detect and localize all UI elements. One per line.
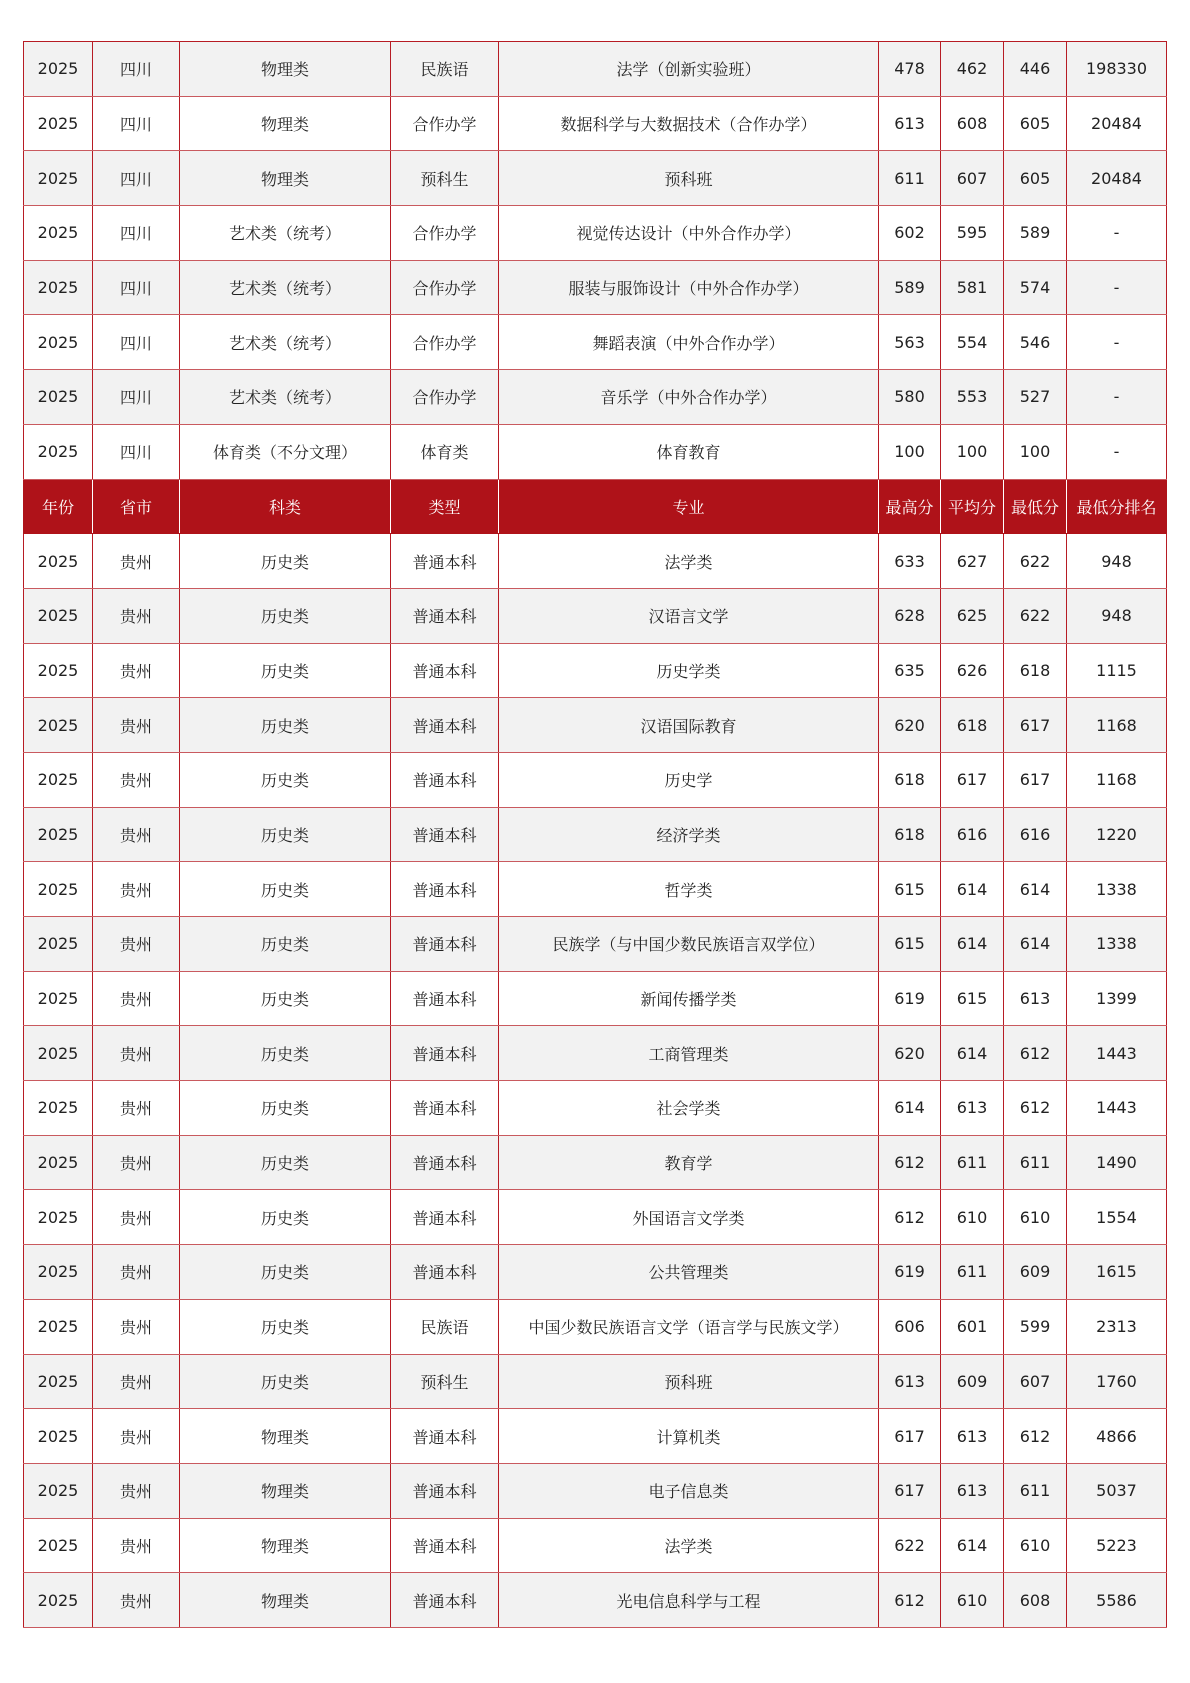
cell-admission-type: 普通本科 [391, 534, 499, 589]
cell-major: 民族学（与中国少数民族语言双学位） [499, 917, 879, 972]
cell-year: 2025 [24, 1518, 93, 1573]
cell-avg-score: 581 [941, 260, 1004, 315]
cell-year: 2025 [24, 1081, 93, 1136]
cell-max-score: 611 [879, 151, 941, 206]
cell-min-rank: 1115 [1067, 643, 1167, 698]
cell-min-score: 617 [1004, 698, 1067, 753]
cell-max-score: 614 [879, 1081, 941, 1136]
cell-major: 音乐学（中外合作办学） [499, 370, 879, 425]
cell-year: 2025 [24, 1573, 93, 1628]
cell-min-rank: 5037 [1067, 1463, 1167, 1518]
cell-major: 预科班 [499, 1354, 879, 1409]
cell-min-rank: - [1067, 206, 1167, 261]
cell-admission-type: 普通本科 [391, 1081, 499, 1136]
cell-max-score: 100 [879, 424, 941, 479]
header-admission-type: 类型 [391, 479, 499, 534]
cell-subject-category: 历史类 [180, 1299, 391, 1354]
cell-min-score: 609 [1004, 1245, 1067, 1300]
cell-admission-type: 预科生 [391, 1354, 499, 1409]
cell-major: 预科班 [499, 151, 879, 206]
table-row [24, 1026, 1167, 1081]
cell-province: 贵州 [93, 1409, 180, 1464]
cell-max-score: 617 [879, 1463, 941, 1518]
cell-avg-score: 613 [941, 1409, 1004, 1464]
cell-max-score: 619 [879, 971, 941, 1026]
cell-subject-category: 历史类 [180, 1354, 391, 1409]
cell-min-score: 610 [1004, 1518, 1067, 1573]
cell-province: 四川 [93, 260, 180, 315]
table-row [24, 206, 1167, 261]
cell-year: 2025 [24, 917, 93, 972]
cell-min-rank: 5586 [1067, 1573, 1167, 1628]
cell-min-rank: - [1067, 315, 1167, 370]
cell-admission-type: 合作办学 [391, 96, 499, 151]
cell-max-score: 618 [879, 807, 941, 862]
cell-min-rank: 20484 [1067, 96, 1167, 151]
cell-province: 四川 [93, 96, 180, 151]
cell-year: 2025 [24, 1245, 93, 1300]
cell-subject-category: 历史类 [180, 643, 391, 698]
header-major: 专业 [499, 479, 879, 534]
cell-year: 2025 [24, 370, 93, 425]
cell-max-score: 619 [879, 1245, 941, 1300]
cell-avg-score: 613 [941, 1081, 1004, 1136]
cell-subject-category: 物理类 [180, 1463, 391, 1518]
cell-avg-score: 607 [941, 151, 1004, 206]
table-row [24, 1409, 1167, 1464]
cell-admission-type: 普通本科 [391, 807, 499, 862]
cell-min-rank: 1168 [1067, 752, 1167, 807]
cell-min-score: 605 [1004, 151, 1067, 206]
cell-year: 2025 [24, 315, 93, 370]
cell-max-score: 580 [879, 370, 941, 425]
admission-scores-table [23, 41, 1167, 1628]
cell-major: 新闻传播学类 [499, 971, 879, 1026]
cell-admission-type: 体育类 [391, 424, 499, 479]
cell-min-score: 611 [1004, 1463, 1067, 1518]
cell-avg-score: 554 [941, 315, 1004, 370]
cell-min-rank: 1399 [1067, 971, 1167, 1026]
cell-year: 2025 [24, 42, 93, 97]
table-row [24, 862, 1167, 917]
table-row [24, 370, 1167, 425]
cell-min-rank: 1338 [1067, 917, 1167, 972]
cell-max-score: 617 [879, 1409, 941, 1464]
table-row [24, 1354, 1167, 1409]
cell-min-rank: 2313 [1067, 1299, 1167, 1354]
cell-year: 2025 [24, 1190, 93, 1245]
cell-year: 2025 [24, 807, 93, 862]
cell-subject-category: 历史类 [180, 588, 391, 643]
cell-max-score: 612 [879, 1190, 941, 1245]
cell-major: 公共管理类 [499, 1245, 879, 1300]
cell-min-rank: 198330 [1067, 42, 1167, 97]
cell-province: 贵州 [93, 1081, 180, 1136]
cell-admission-type: 普通本科 [391, 1573, 499, 1628]
cell-min-rank: 948 [1067, 588, 1167, 643]
cell-province: 贵州 [93, 862, 180, 917]
cell-province: 贵州 [93, 971, 180, 1026]
cell-min-score: 605 [1004, 96, 1067, 151]
cell-major: 教育学 [499, 1135, 879, 1190]
cell-admission-type: 普通本科 [391, 1409, 499, 1464]
cell-avg-score: 616 [941, 807, 1004, 862]
cell-major: 体育教育 [499, 424, 879, 479]
cell-min-rank: 1615 [1067, 1245, 1167, 1300]
cell-min-rank: 1554 [1067, 1190, 1167, 1245]
cell-year: 2025 [24, 1463, 93, 1518]
cell-province: 四川 [93, 42, 180, 97]
cell-avg-score: 610 [941, 1190, 1004, 1245]
cell-min-rank: 1760 [1067, 1354, 1167, 1409]
cell-province: 贵州 [93, 698, 180, 753]
cell-admission-type: 普通本科 [391, 643, 499, 698]
cell-subject-category: 历史类 [180, 698, 391, 753]
cell-province: 贵州 [93, 917, 180, 972]
cell-admission-type: 合作办学 [391, 315, 499, 370]
cell-min-score: 610 [1004, 1190, 1067, 1245]
cell-max-score: 618 [879, 752, 941, 807]
cell-min-rank: 1220 [1067, 807, 1167, 862]
cell-year: 2025 [24, 260, 93, 315]
cell-max-score: 613 [879, 1354, 941, 1409]
cell-major: 历史学类 [499, 643, 879, 698]
cell-min-rank: 948 [1067, 534, 1167, 589]
cell-province: 贵州 [93, 807, 180, 862]
cell-min-score: 612 [1004, 1081, 1067, 1136]
cell-subject-category: 历史类 [180, 1245, 391, 1300]
table-row [24, 1573, 1167, 1628]
cell-year: 2025 [24, 643, 93, 698]
cell-avg-score: 601 [941, 1299, 1004, 1354]
table-body [24, 42, 1167, 1628]
cell-subject-category: 历史类 [180, 1190, 391, 1245]
cell-avg-score: 614 [941, 1026, 1004, 1081]
cell-major: 法学类 [499, 534, 879, 589]
cell-year: 2025 [24, 424, 93, 479]
cell-avg-score: 100 [941, 424, 1004, 479]
cell-year: 2025 [24, 1026, 93, 1081]
cell-subject-category: 艺术类（统考） [180, 370, 391, 425]
table-row [24, 588, 1167, 643]
cell-subject-category: 历史类 [180, 807, 391, 862]
cell-min-score: 446 [1004, 42, 1067, 97]
cell-province: 四川 [93, 424, 180, 479]
cell-min-score: 614 [1004, 862, 1067, 917]
cell-admission-type: 民族语 [391, 42, 499, 97]
table-row [24, 1081, 1167, 1136]
cell-major: 工商管理类 [499, 1026, 879, 1081]
cell-min-score: 613 [1004, 971, 1067, 1026]
cell-min-rank: 1168 [1067, 698, 1167, 753]
cell-year: 2025 [24, 534, 93, 589]
cell-province: 贵州 [93, 1245, 180, 1300]
cell-max-score: 563 [879, 315, 941, 370]
cell-max-score: 633 [879, 534, 941, 589]
cell-subject-category: 物理类 [180, 151, 391, 206]
cell-avg-score: 613 [941, 1463, 1004, 1518]
cell-province: 贵州 [93, 1026, 180, 1081]
cell-major: 视觉传达设计（中外合作办学） [499, 206, 879, 261]
cell-avg-score: 611 [941, 1245, 1004, 1300]
cell-admission-type: 普通本科 [391, 1135, 499, 1190]
table-row [24, 643, 1167, 698]
cell-major: 汉语言文学 [499, 588, 879, 643]
cell-year: 2025 [24, 1299, 93, 1354]
cell-max-score: 635 [879, 643, 941, 698]
cell-year: 2025 [24, 971, 93, 1026]
table-row [24, 534, 1167, 589]
table-row [24, 96, 1167, 151]
cell-major: 法学（创新实验班） [499, 42, 879, 97]
table-row [24, 1463, 1167, 1518]
cell-subject-category: 历史类 [180, 752, 391, 807]
table-row [24, 698, 1167, 753]
cell-min-rank: 1443 [1067, 1026, 1167, 1081]
cell-avg-score: 614 [941, 917, 1004, 972]
cell-max-score: 612 [879, 1135, 941, 1190]
cell-province: 四川 [93, 151, 180, 206]
cell-min-score: 574 [1004, 260, 1067, 315]
cell-province: 贵州 [93, 1299, 180, 1354]
header-min-score: 最低分 [1004, 479, 1067, 534]
header-province: 省市 [93, 479, 180, 534]
cell-admission-type: 普通本科 [391, 1518, 499, 1573]
cell-major: 数据科学与大数据技术（合作办学） [499, 96, 879, 151]
cell-avg-score: 615 [941, 971, 1004, 1026]
cell-avg-score: 608 [941, 96, 1004, 151]
cell-province: 贵州 [93, 1190, 180, 1245]
cell-admission-type: 普通本科 [391, 1026, 499, 1081]
cell-admission-type: 普通本科 [391, 1245, 499, 1300]
cell-major: 计算机类 [499, 1409, 879, 1464]
cell-province: 四川 [93, 370, 180, 425]
table-row [24, 42, 1167, 97]
cell-subject-category: 艺术类（统考） [180, 206, 391, 261]
cell-subject-category: 体育类（不分文理） [180, 424, 391, 479]
cell-province: 贵州 [93, 643, 180, 698]
cell-min-rank: 20484 [1067, 151, 1167, 206]
cell-admission-type: 普通本科 [391, 752, 499, 807]
cell-max-score: 620 [879, 698, 941, 753]
cell-min-rank: - [1067, 260, 1167, 315]
cell-province: 贵州 [93, 1518, 180, 1573]
cell-min-rank: 5223 [1067, 1518, 1167, 1573]
cell-avg-score: 462 [941, 42, 1004, 97]
cell-avg-score: 595 [941, 206, 1004, 261]
cell-min-score: 622 [1004, 588, 1067, 643]
cell-major: 外国语言文学类 [499, 1190, 879, 1245]
cell-subject-category: 历史类 [180, 917, 391, 972]
cell-province: 贵州 [93, 1135, 180, 1190]
cell-major: 舞蹈表演（中外合作办学） [499, 315, 879, 370]
table-row [24, 424, 1167, 479]
cell-subject-category: 历史类 [180, 971, 391, 1026]
cell-min-rank: - [1067, 370, 1167, 425]
cell-min-score: 589 [1004, 206, 1067, 261]
cell-min-rank: 1338 [1067, 862, 1167, 917]
table-header-row [24, 479, 1167, 534]
cell-max-score: 622 [879, 1518, 941, 1573]
cell-avg-score: 614 [941, 862, 1004, 917]
cell-province: 贵州 [93, 588, 180, 643]
cell-min-score: 614 [1004, 917, 1067, 972]
table-row [24, 151, 1167, 206]
cell-major: 汉语国际教育 [499, 698, 879, 753]
cell-subject-category: 物理类 [180, 1573, 391, 1628]
cell-subject-category: 历史类 [180, 1026, 391, 1081]
cell-avg-score: 609 [941, 1354, 1004, 1409]
table-row [24, 260, 1167, 315]
cell-max-score: 613 [879, 96, 941, 151]
cell-year: 2025 [24, 206, 93, 261]
cell-min-rank: 1443 [1067, 1081, 1167, 1136]
cell-year: 2025 [24, 151, 93, 206]
cell-major: 历史学 [499, 752, 879, 807]
cell-min-score: 617 [1004, 752, 1067, 807]
cell-subject-category: 历史类 [180, 862, 391, 917]
cell-major: 经济学类 [499, 807, 879, 862]
cell-major: 社会学类 [499, 1081, 879, 1136]
table-row [24, 917, 1167, 972]
cell-major: 法学类 [499, 1518, 879, 1573]
cell-province: 贵州 [93, 1573, 180, 1628]
cell-min-score: 527 [1004, 370, 1067, 425]
table-row [24, 1299, 1167, 1354]
cell-major: 哲学类 [499, 862, 879, 917]
header-max-score: 最高分 [879, 479, 941, 534]
cell-admission-type: 普通本科 [391, 1463, 499, 1518]
table-row [24, 752, 1167, 807]
cell-admission-type: 普通本科 [391, 862, 499, 917]
cell-year: 2025 [24, 1354, 93, 1409]
cell-avg-score: 618 [941, 698, 1004, 753]
cell-province: 四川 [93, 206, 180, 261]
cell-province: 贵州 [93, 534, 180, 589]
cell-subject-category: 艺术类（统考） [180, 315, 391, 370]
cell-max-score: 606 [879, 1299, 941, 1354]
cell-subject-category: 历史类 [180, 1135, 391, 1190]
cell-subject-category: 历史类 [180, 534, 391, 589]
cell-subject-category: 物理类 [180, 1518, 391, 1573]
cell-subject-category: 物理类 [180, 96, 391, 151]
cell-year: 2025 [24, 588, 93, 643]
header-min-rank: 最低分排名 [1067, 479, 1167, 534]
cell-avg-score: 626 [941, 643, 1004, 698]
cell-avg-score: 627 [941, 534, 1004, 589]
cell-avg-score: 610 [941, 1573, 1004, 1628]
cell-min-rank: 4866 [1067, 1409, 1167, 1464]
cell-max-score: 615 [879, 862, 941, 917]
cell-major: 中国少数民族语言文学（语言学与民族文学） [499, 1299, 879, 1354]
cell-avg-score: 611 [941, 1135, 1004, 1190]
cell-max-score: 615 [879, 917, 941, 972]
cell-avg-score: 625 [941, 588, 1004, 643]
cell-min-score: 622 [1004, 534, 1067, 589]
cell-max-score: 612 [879, 1573, 941, 1628]
cell-province: 贵州 [93, 1354, 180, 1409]
cell-min-score: 612 [1004, 1409, 1067, 1464]
cell-max-score: 589 [879, 260, 941, 315]
cell-avg-score: 553 [941, 370, 1004, 425]
cell-avg-score: 617 [941, 752, 1004, 807]
table-row [24, 1245, 1167, 1300]
header-subject-category: 科类 [180, 479, 391, 534]
cell-admission-type: 合作办学 [391, 370, 499, 425]
table-row [24, 807, 1167, 862]
cell-major: 服装与服饰设计（中外合作办学） [499, 260, 879, 315]
cell-admission-type: 预科生 [391, 151, 499, 206]
cell-subject-category: 艺术类（统考） [180, 260, 391, 315]
cell-min-score: 612 [1004, 1026, 1067, 1081]
cell-min-rank: - [1067, 424, 1167, 479]
cell-min-score: 608 [1004, 1573, 1067, 1628]
cell-year: 2025 [24, 698, 93, 753]
cell-subject-category: 物理类 [180, 1409, 391, 1464]
cell-year: 2025 [24, 1135, 93, 1190]
cell-admission-type: 普通本科 [391, 971, 499, 1026]
cell-admission-type: 普通本科 [391, 698, 499, 753]
cell-min-score: 611 [1004, 1135, 1067, 1190]
cell-admission-type: 合作办学 [391, 206, 499, 261]
cell-min-score: 546 [1004, 315, 1067, 370]
cell-min-score: 616 [1004, 807, 1067, 862]
cell-avg-score: 614 [941, 1518, 1004, 1573]
cell-province: 四川 [93, 315, 180, 370]
table-row [24, 1135, 1167, 1190]
cell-min-rank: 1490 [1067, 1135, 1167, 1190]
cell-subject-category: 物理类 [180, 42, 391, 97]
cell-min-score: 599 [1004, 1299, 1067, 1354]
header-year: 年份 [24, 479, 93, 534]
table-row [24, 1518, 1167, 1573]
cell-major: 光电信息科学与工程 [499, 1573, 879, 1628]
cell-admission-type: 民族语 [391, 1299, 499, 1354]
cell-admission-type: 普通本科 [391, 917, 499, 972]
cell-admission-type: 普通本科 [391, 588, 499, 643]
table-row [24, 1190, 1167, 1245]
table-row [24, 971, 1167, 1026]
cell-max-score: 602 [879, 206, 941, 261]
cell-year: 2025 [24, 752, 93, 807]
cell-major: 电子信息类 [499, 1463, 879, 1518]
cell-province: 贵州 [93, 1463, 180, 1518]
cell-min-score: 607 [1004, 1354, 1067, 1409]
cell-min-score: 100 [1004, 424, 1067, 479]
cell-max-score: 478 [879, 42, 941, 97]
cell-max-score: 620 [879, 1026, 941, 1081]
cell-admission-type: 普通本科 [391, 1190, 499, 1245]
cell-year: 2025 [24, 1409, 93, 1464]
cell-min-score: 618 [1004, 643, 1067, 698]
table-row [24, 315, 1167, 370]
cell-subject-category: 历史类 [180, 1081, 391, 1136]
cell-admission-type: 合作办学 [391, 260, 499, 315]
cell-year: 2025 [24, 96, 93, 151]
cell-max-score: 628 [879, 588, 941, 643]
header-avg-score: 平均分 [941, 479, 1004, 534]
cell-province: 贵州 [93, 752, 180, 807]
cell-year: 2025 [24, 862, 93, 917]
